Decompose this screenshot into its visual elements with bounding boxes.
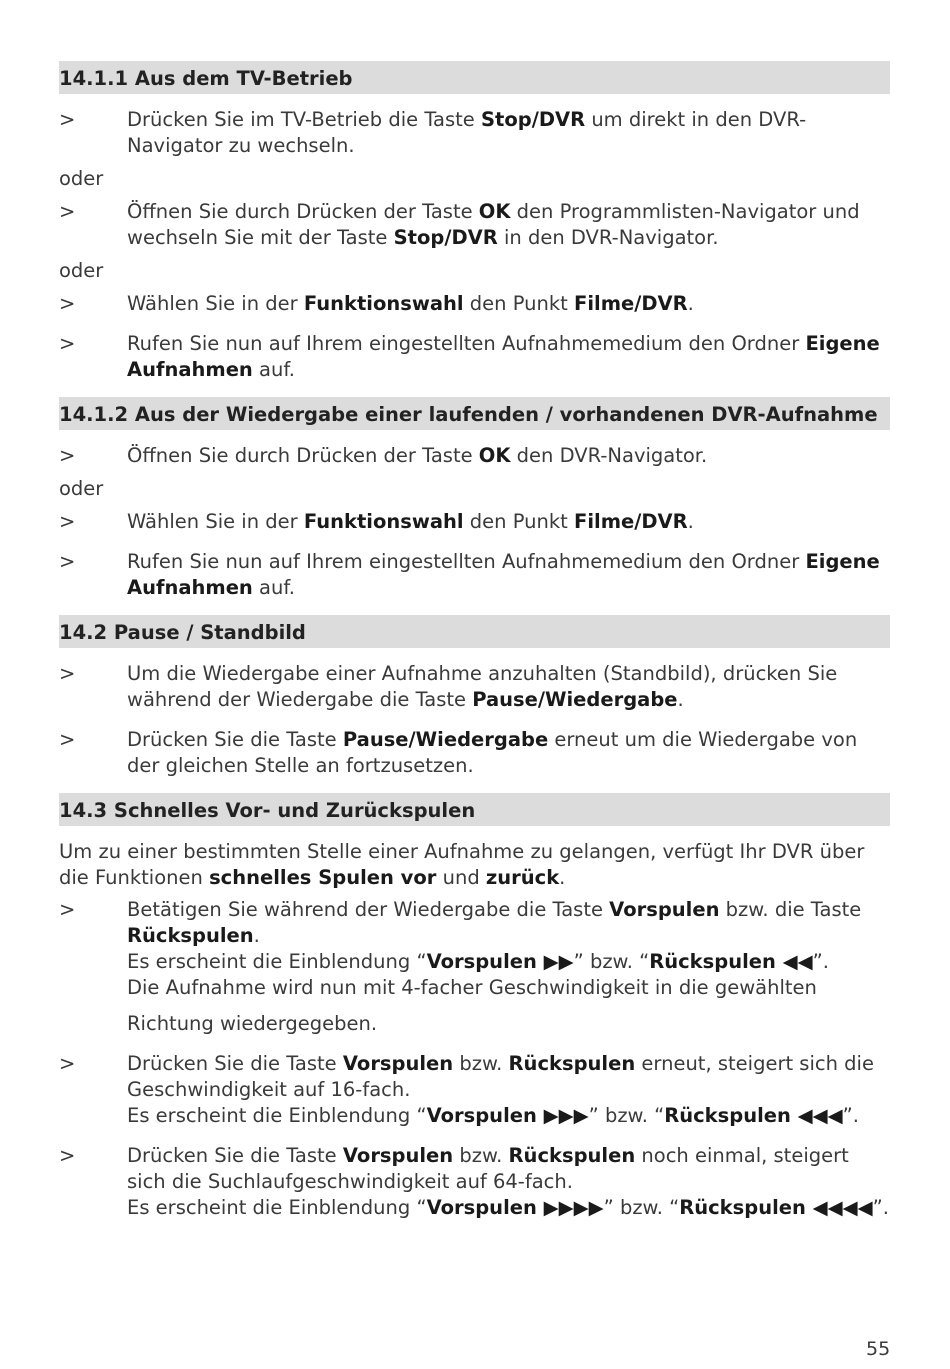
list-item: > Rufen Sie nun auf Ihrem eingestellten Aufnahmemedium den Ordner Eigene Aufnahmen auf. — [59, 332, 880, 381]
list-item: > Rufen Sie nun auf Ihrem eingestellten Aufnahmemedium den Ordner Eigene Aufnahmen auf. — [59, 550, 880, 599]
list-item: > Öffnen Sie durch Drücken der Taste OK den Programmlisten-Navigator und wechseln Sie mit der Taste Stop/DVR in den DVR-Navigator. — [59, 200, 860, 249]
bullet-marker: > — [59, 444, 76, 467]
bullet-marker: > — [59, 200, 76, 223]
bullet-marker: > — [59, 1052, 76, 1075]
bullet-marker: > — [59, 510, 76, 533]
bullet-marker: > — [59, 332, 76, 355]
oder-text: oder — [59, 167, 104, 190]
page-content — [59, 61, 890, 1235]
list-item: > Drücken Sie die Taste Pause/Wiedergabe erneut um die Wiedergabe von der gleichen Stelle an fortzusetzen. — [59, 728, 858, 777]
list-item: > Wählen Sie in der Funktionswahl den Punkt Filme/DVR. — [59, 510, 694, 533]
list-item: > Um die Wiedergabe einer Aufnahme anzuhalten (Standbild), drücken Sie während der Wiedergabe die Taste Pause/Wiedergabe. — [59, 662, 838, 711]
section-heading-14-1-1: 14.1.1 Aus dem TV-Betrieb — [59, 61, 890, 94]
section-heading-14-3: 14.3 Schnelles Vor- und Zurückspulen — [59, 793, 890, 826]
oder-text: oder — [59, 259, 104, 282]
bullet-marker: > — [59, 728, 76, 751]
bullet-marker: > — [59, 550, 76, 573]
bullet-marker: > — [59, 292, 76, 315]
bullet-marker: > — [59, 898, 76, 921]
intro-paragraph: Um zu einer bestimmten Stelle einer Aufnahme zu gelangen, verfügt Ihr DVR über die Funktionen schnelles Spulen vor und zurück. — [59, 840, 865, 889]
page-number: 55 — [866, 1338, 891, 1360]
list-item: > Betätigen Sie während der Wiedergabe die Taste Vorspulen bzw. die Taste Rückspulen. Es erscheint die Einblendung “Vorspulen ▶▶” bzw. “Rückspulen ◀◀”. Die Aufnahme wird nun mit 4-facher Geschwindigkeit in die gewählten Richtung wiedergegeben. — [59, 898, 862, 1035]
list-item: > Drücken Sie die Taste Vorspulen bzw. Rückspulen noch einmal, steigert sich die Suchlaufgeschwindigkeit auf 64-fach. Es erscheint die Einblendung “Vorspulen ▶▶▶▶” bzw. “Rückspulen ◀◀◀◀”. — [59, 1144, 889, 1219]
bullet-marker: > — [59, 662, 76, 685]
bullet-marker: > — [59, 1144, 76, 1167]
oder-text: oder — [59, 477, 104, 500]
bullet-marker: > — [59, 108, 76, 131]
list-item: > Wählen Sie in der Funktionswahl den Punkt Filme/DVR. — [59, 292, 694, 315]
list-item: > Öffnen Sie durch Drücken der Taste OK den DVR-Navigator. — [59, 444, 708, 467]
section-heading-14-2: 14.2 Pause / Standbild — [59, 615, 890, 648]
list-item: > Drücken Sie die Taste Vorspulen bzw. Rückspulen erneut, steigert sich die Geschwindigkeit auf 16-fach. Es erscheint die Einblendung “Vorspulen ▶▶▶” bzw. “Rückspulen ◀◀◀”. — [59, 1052, 874, 1127]
list-item: > Drücken Sie im TV-Betrieb die Taste Stop/DVR um direkt in den DVR-Navigator zu wechseln. — [59, 108, 807, 157]
section-heading-14-1-2: 14.1.2 Aus der Wiedergabe einer laufenden / vorhandenen DVR-Aufnahme — [59, 397, 890, 430]
